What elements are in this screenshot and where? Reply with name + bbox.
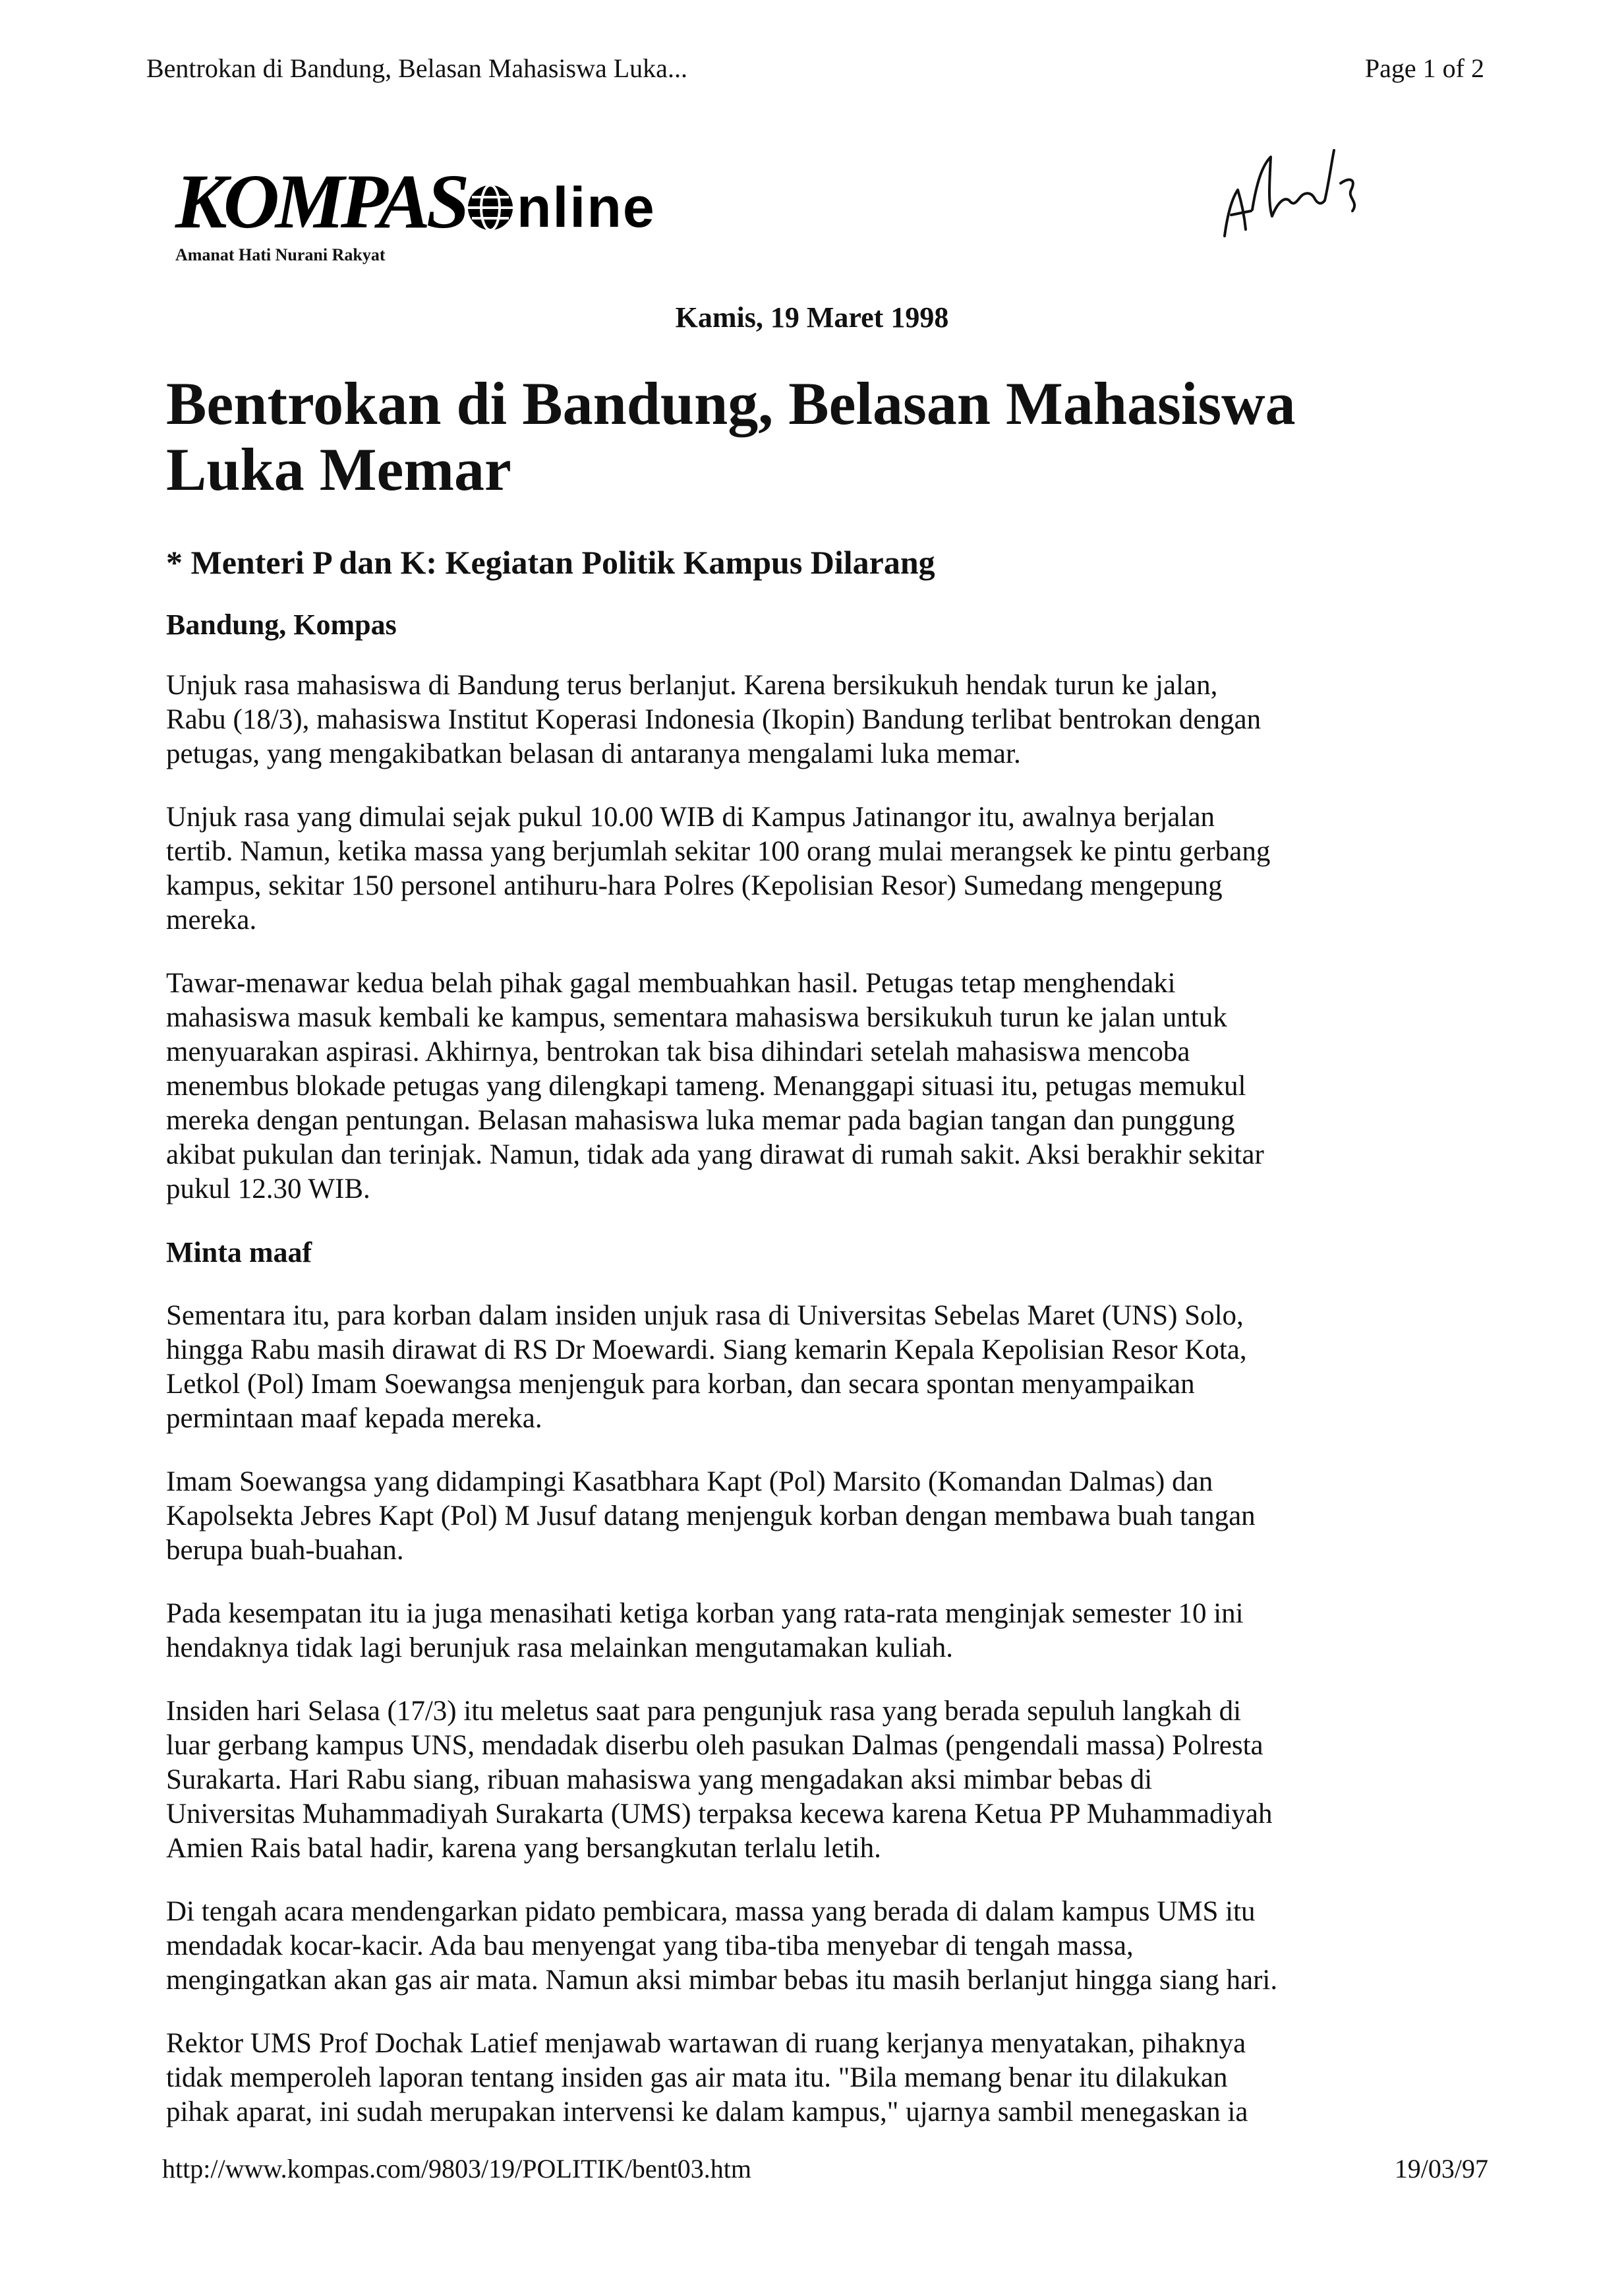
text-line: kampus, sekitar 150 personel antihuru-hara Polres (Kepolisian Resor) Sumedang mengepung (166, 870, 1223, 901)
text-line: mereka. (166, 905, 257, 936)
text-line: petugas, yang mengakibatkan belasan di antaranya mengalami luka memar. (166, 738, 1021, 769)
text-line: tidak memperoleh laporan tentang insiden gas air mata itu. "Bila memang benar itu dilakukan (166, 2062, 1228, 2093)
text-line: Unjuk rasa yang dimulai sejak pukul 10.00 WIB di Kampus Jatinangor itu, awalnya berjalan (166, 802, 1215, 833)
text-line: Insiden hari Selasa (17/3) itu meletus saat para pengunjuk rasa yang berada sepuluh langkah di (166, 1696, 1242, 1727)
text-line: Imam Soewangsa yang didampingi Kasatbhara Kapt (Pol) Marsito (Komandan Dalmas) dan (166, 1466, 1213, 1497)
paragraph (166, 669, 1484, 771)
print-header-title: Bentrokan di Bandung, Belasan Mahasiswa Luka... (146, 53, 687, 83)
article-blocks (166, 669, 1484, 2129)
paragraph (166, 2027, 1484, 2129)
text-line: Surakarta. Hari Rabu siang, ribuan mahasiswa yang mengadakan aksi mimbar bebas di (166, 1764, 1153, 1795)
text-line: akibat pukulan dan terinjak. Namun, tidak ada yang dirawat di rumah sakit. Aksi berakhir sekitar (166, 1139, 1264, 1170)
paragraph (166, 1895, 1484, 1998)
footer-date: 19/03/97 (1394, 2154, 1488, 2184)
headline-line: Luka Memar (166, 436, 511, 503)
globe-icon (465, 183, 515, 233)
text-line: hingga Rabu masih dirawat di RS Dr Moewardi. Siang kemarin Kepala Kepolisian Resor Kota, (166, 1334, 1247, 1365)
text-line: Rabu (18/3), mahasiswa Institut Koperasi Indonesia (Ikopin) Bandung terlibat bentrokan dengan (166, 704, 1262, 735)
logo-online (465, 176, 656, 239)
page-number: Page 1 of 2 (1364, 53, 1484, 83)
paragraph (166, 1597, 1484, 1665)
text-line: mereka dengan pentungan. Belasan mahasiswa luka memar pada bagian tangan dan punggung (166, 1105, 1235, 1136)
text-line: pihak aparat, ini sudah merupakan intervensi ke dalam kampus," ujarnya sambil menegaskan ia (166, 2096, 1248, 2127)
kompas-online-logo (175, 158, 768, 274)
subheadline: * Menteri P dan K: Kegiatan Politik Kampus Dilarang (166, 544, 935, 581)
text-line: Minta maaf (166, 1236, 312, 1268)
text-line: pukul 12.30 WIB. (166, 1174, 370, 1204)
article-body (166, 371, 1484, 2129)
section-heading (166, 1235, 1484, 1270)
paragraph (166, 1694, 1484, 1866)
text-line: Sementara itu, para korban dalam insiden unjuk rasa di Universitas Sebelas Maret (UNS) Solo, (166, 1300, 1244, 1331)
logo-online-text: nline (517, 176, 656, 239)
text-line: tertib. Namun, ketika massa yang berjumlah sekitar 100 orang mulai merangsek ke pintu gerbang (166, 836, 1271, 867)
paragraph (166, 1299, 1484, 1436)
text-line: Pada kesempatan itu ia juga menasihati ketiga korban yang rata-rata menginjak semester 10 ini (166, 1598, 1244, 1629)
text-line: mahasiswa masuk kembali ke kampus, sementara mahasiswa bersikukuh turun ke jalan untuk (166, 1002, 1227, 1033)
text-line: luar gerbang kampus UNS, mendadak diserbu oleh pasukan Dalmas (pengendali massa) Polresta (166, 1730, 1263, 1761)
text-line: Di tengah acara mendengarkan pidato pembicara, massa yang berada di dalam kampus UMS itu (166, 1896, 1256, 1927)
footer-url: http://www.kompas.com/9803/19/POLITIK/bent03.htm (162, 2154, 752, 2184)
logo-tagline: Amanat Hati Nurani Rakyat (175, 245, 386, 264)
handwritten-signature (1211, 137, 1383, 243)
paragraph (166, 1465, 1484, 1568)
text-line: hendaknya tidak lagi berunjuk rasa melainkan mengutamakan kuliah. (166, 1632, 954, 1663)
paragraph (166, 966, 1484, 1206)
article-date: Kamis, 19 Maret 1998 (675, 301, 949, 334)
headline-line: Bentrokan di Bandung, Belasan Mahasiswa (166, 370, 1296, 437)
text-line: Tawar-menawar kedua belah pihak gagal membuahkan hasil. Petugas tetap menghendaki (166, 968, 1176, 999)
text-line: berupa buah-buahan. (166, 1535, 404, 1566)
text-line: Rektor UMS Prof Dochak Latief menjawab wartawan di ruang kerjanya menyatakan, pihaknya (166, 2028, 1246, 2059)
paragraph (166, 800, 1484, 937)
text-line: Unjuk rasa mahasiswa di Bandung terus berlanjut. Karena bersikukuh hendak turun ke jalan, (166, 670, 1218, 701)
text-line: Kapolsekta Jebres Kapt (Pol) M Jusuf datang menjenguk korban dengan membawa buah tangan (166, 1501, 1256, 1531)
text-line: Amien Rais batal hadir, karena yang bersangkutan terlalu letih. (166, 1833, 881, 1864)
text-line: mengingatkan akan gas air mata. Namun aksi mimbar bebas itu masih berlanjut hingga siang hari. (166, 1965, 1278, 1996)
text-line: mendadak kocar-kacir. Ada bau menyengat yang tiba-tiba menyebar di tengah massa, (166, 1930, 1134, 1961)
text-line: menembus blokade petugas yang dilengkapi tameng. Menanggapi situasi itu, petugas memukul (166, 1071, 1246, 1102)
headline (166, 371, 1484, 502)
logo-wordmark: KOMPAS (175, 158, 466, 245)
text-line: Universitas Muhammadiyah Surakarta (UMS) terpaksa kecewa karena Ketua PP Muhammadiyah (166, 1798, 1273, 1829)
text-line: Letkol (Pol) Imam Soewangsa menjenguk para korban, dan secara spontan menyampaikan (166, 1369, 1195, 1400)
text-line: permintaan maaf kepada mereka. (166, 1403, 542, 1434)
text-line: menyuarakan aspirasi. Akhirnya, bentrokan tak bisa dihindari setelah mahasiswa mencoba (166, 1036, 1190, 1067)
byline: Bandung, Kompas (166, 609, 397, 641)
